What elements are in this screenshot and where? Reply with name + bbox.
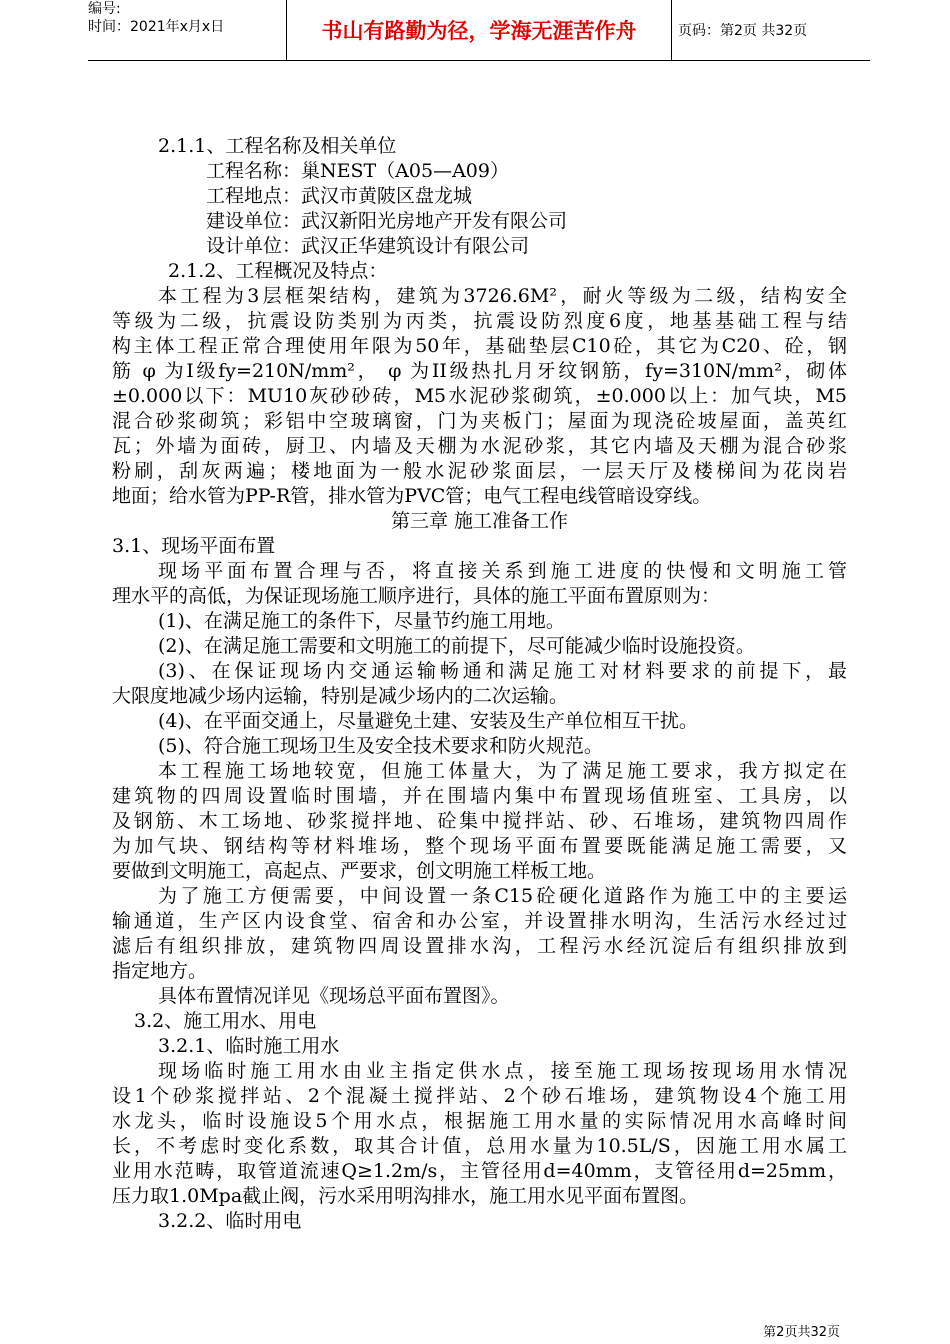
page-footer: 第2页共32页 — [763, 1325, 840, 1340]
paragraph-line: 现场临时施工用水由业主指定供水点，接至施工现场按现场用水情况 — [158, 1060, 847, 1082]
paragraph-line: 瓦；外墙为面砖，厨卫、内墙及天棚为水泥砂浆，其它内墙及天棚为混合砂浆 — [112, 435, 847, 457]
paragraph-line: 构主体工程正常合理使用年限为50年，基础垫层C10砼，其它为C20、砼，钢 — [112, 335, 847, 357]
paragraph-line: 输通道，生产区内设食堂、宿舍和办公室，并设置排水明沟，生活污水经过过 — [112, 910, 847, 932]
project-designer: 设计单位：武汉正华建筑设计有限公司 — [206, 235, 530, 257]
header-motto: 书山有路勤为径，学海无涯苦作舟 — [321, 18, 637, 43]
paragraph-line: 业用水范畴，取管道流速Q≥1.2m/s，主管径用d=40mm，支管径用d=25mm， — [112, 1160, 847, 1182]
section-heading: 3.1、现场平面布置 — [112, 535, 276, 557]
paragraph-line: 为加气块、钢结构等材料堆场，整个现场平面布置要既能满足施工需要，又 — [112, 835, 847, 857]
section-heading: 3.2、施工用水、用电 — [134, 1010, 317, 1032]
list-item: 大限度地减少场内运输，特别是减少场内的二次运输。 — [112, 685, 569, 707]
paragraph-line: 设1个砂浆搅拌站、2个混凝土搅拌站、2个砂石堆场，建筑物设4个施工用 — [112, 1085, 847, 1107]
section-heading: 2.1.2、工程概况及特点： — [168, 260, 388, 282]
header-page-info: 页码：第2页 共32页 — [678, 23, 808, 39]
project-location: 工程地点：武汉市黄陂区盘龙城 — [206, 185, 473, 207]
paragraph-line: 地面；给水管为PP-R管，排水管为PVC管；电气工程电线管暗设穿线。 — [112, 485, 712, 507]
list-item: (1)、在满足施工的条件下，尽量节约施工用地。 — [158, 610, 565, 632]
document-body — [112, 134, 847, 1234]
paragraph-line: 建筑物的四周设置临时围墙，并在围墙内集中布置现场值班室、工具房，以 — [112, 785, 847, 807]
paragraph-line: 现场平面布置合理与否，将直接关系到施工进度的快慢和文明施工管 — [158, 560, 847, 582]
paragraph-line: 为了施工方便需要，中间设置一条C15砼硬化道路作为施工中的主要运 — [158, 885, 847, 907]
header-left — [88, 0, 286, 60]
paragraph-line: 本工程施工场地较宽，但施工体量大，为了满足施工要求，我方拟定在 — [158, 760, 847, 782]
section-heading: 3.2.2、临时用电 — [158, 1210, 302, 1232]
paragraph-line: 指定地方。 — [112, 960, 208, 982]
project-owner: 建设单位：武汉新阳光房地产开发有限公司 — [206, 210, 568, 232]
paragraph-line: 水龙头，临时设施设5个用水点，根据施工用水量的实际情况用水高峰时间 — [112, 1110, 847, 1132]
paragraph-line: 粉刷，刮灰两遍；楼地面为一般水泥砂浆面层，一层天厅及楼梯间为花岗岩 — [112, 460, 847, 482]
project-name: 工程名称：巢NEST（A05—A09） — [206, 160, 509, 182]
page-header — [88, 0, 870, 61]
paragraph-line: 具体布置情况详见《现场总平面布置图》。 — [158, 985, 510, 1007]
list-item: (4)、在平面交通上，尽量避免土建、安装及生产单位相互干扰。 — [158, 710, 698, 732]
paragraph-line: 筋 φ 为Ⅰ级fy=210N/mm²， φ 为II级热扎月牙纹钢筋，fy=310N/mm²，砌体 — [112, 360, 847, 382]
paragraph-line: 本工程为3层框架结构，建筑为3726.6M²，耐火等级为二级，结构安全 — [158, 285, 847, 307]
list-item: (3)、在保证现场内交通运输畅通和满足施工对材料要求的前提下，最 — [158, 660, 847, 682]
list-item: (5)、符合施工现场卫生及安全技术要求和防火规范。 — [158, 735, 603, 757]
paragraph-line: 混合砂浆砌筑；彩铝中空玻璃窗，门为夹板门；屋面为现浇砼坡屋面，盖英红 — [112, 410, 847, 432]
paragraph-line: 长，不考虑时变化系数，取其合计值，总用水量为10.5L/S，因施工用水属工 — [112, 1135, 847, 1157]
list-item: (2)、在满足施工需要和文明施工的前提下，尽可能减少临时设施投资。 — [158, 635, 755, 657]
document-date: 时间：2021年x月x日 — [88, 19, 225, 35]
document-number-label: 编号: — [88, 1, 121, 17]
paragraph-line: 等级为二级，抗震设防类别为丙类，抗震设防烈度6度，地基基础工程与结 — [112, 310, 847, 332]
paragraph-line: 压力取1.0Mpa截止阀，污水采用明沟排水，施工用水见平面布置图。 — [112, 1185, 699, 1207]
paragraph-line: 要做到文明施工，高起点、严要求，创文明施工样板工地。 — [112, 860, 607, 882]
paragraph-line: 滤后有组织排放，建筑物四周设置排水沟，工程污水经沉淀后有组织排放到 — [112, 935, 847, 957]
section-heading: 2.1.1、工程名称及相关单位 — [158, 135, 397, 157]
chapter-title: 第三章 施工准备工作 — [390, 510, 569, 532]
paragraph-line: 理水平的高低，为保证现场施工顺序进行，具体的施工平面布置原则为： — [112, 585, 721, 607]
paragraph-line: 及钢筋、木工场地、砂浆搅拌地、砼集中搅拌站、砂、石堆场，建筑物四周作 — [112, 810, 847, 832]
header-motto-box — [286, 0, 672, 60]
paragraph-line: ±0.000以下：MU10灰砂砂砖，M5水泥砂浆砌筑，±0.000以上：加气块，M5 — [112, 385, 847, 407]
section-heading: 3.2.1、临时施工用水 — [158, 1035, 340, 1057]
